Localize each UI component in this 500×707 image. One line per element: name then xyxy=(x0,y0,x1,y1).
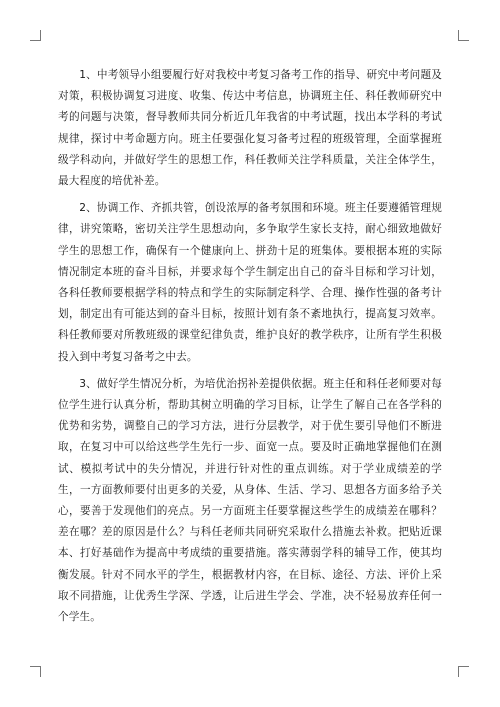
crop-mark-top-left xyxy=(30,30,41,41)
crop-mark-top-right xyxy=(458,30,469,41)
paragraph-3: 3、做好学生情况分析，为培优治拐补差提供依据。班主任和科任老师要对每位学生进行认真分析，帮助其树立明确的学习目标，让学生了解自己在各学科的优势和劣势，调整自己的学习方法，进行分层教学，对于优生要引导他们不断进取，在复习中可以给这些学生先行一步、面宽一点。要及时正确地掌握他们在测试、模拟考试中的失分情况，并进行针对性的重点训练。对于学业成绩差的学生，一方面教师要付出更多的关爱，从身体、生活、学习、思想各方面多给予关心，要善于发现他们的亮点。另一方面班主任要掌握这些学生的成绩差在哪科？差在哪？差的原因是什么？与科任老师共同研究采取什么措施去补救。把贴近课本、打好基础作为提高中考成绩的重要措施。落实薄弱学科的辅导工作，使其均衡发展。针对不同水平的学生，根据教材内容，在目标、途径、方法、评价上采取不同措施，让优秀生学深、学透，让后进生学会、学准，决不轻易放弃任何一个学生。 xyxy=(58,377,442,624)
document-body xyxy=(58,65,442,634)
paragraph-1: 1、中考领导小组要履行好对我校中考复习备考工作的指导、研究中考问题及对策，积极协调复习进度、收集、传达中考信息，协调班主任、科任教师研究中考的问题与决策，督导教师共同分析近几年我省的中考试题，找出本学科的考试规律，探讨中考命题方向。班主任要强化复习备考过程的班级管理，全面掌握班级学科动向，并做好学生的思想工作，科任教师关注学科质量，关注全体学生，最大程度的培优补差。 xyxy=(58,69,442,188)
crop-mark-bottom-right xyxy=(458,666,469,677)
paragraph-2: 2、协调工作、齐抓共管，创设浓厚的备考氛围和环境。班主任要遵循管理规律，讲究策略，密切关注学生思想动向，多争取学生家长支持，耐心细致地做好学生的思想工作，确保有一个健康向上、拼劲十足的班集体。要根据本班的实际情况制定本班的奋斗目标，并要求每个学生制定出自己的奋斗目标和学习计划，各科任教师要根据学科的特点和学生的实际制定科学、合理、操作性强的备考计划，制定出有可能达到的奋斗目标，按照计划有条不紊地执行，提高复习效率。科任教师要对所教班级的课堂纪律负责，维护良好的教学秩序，让所有学生积极投入到中考复习备考之中去。 xyxy=(58,202,442,363)
crop-mark-bottom-left xyxy=(30,666,41,677)
